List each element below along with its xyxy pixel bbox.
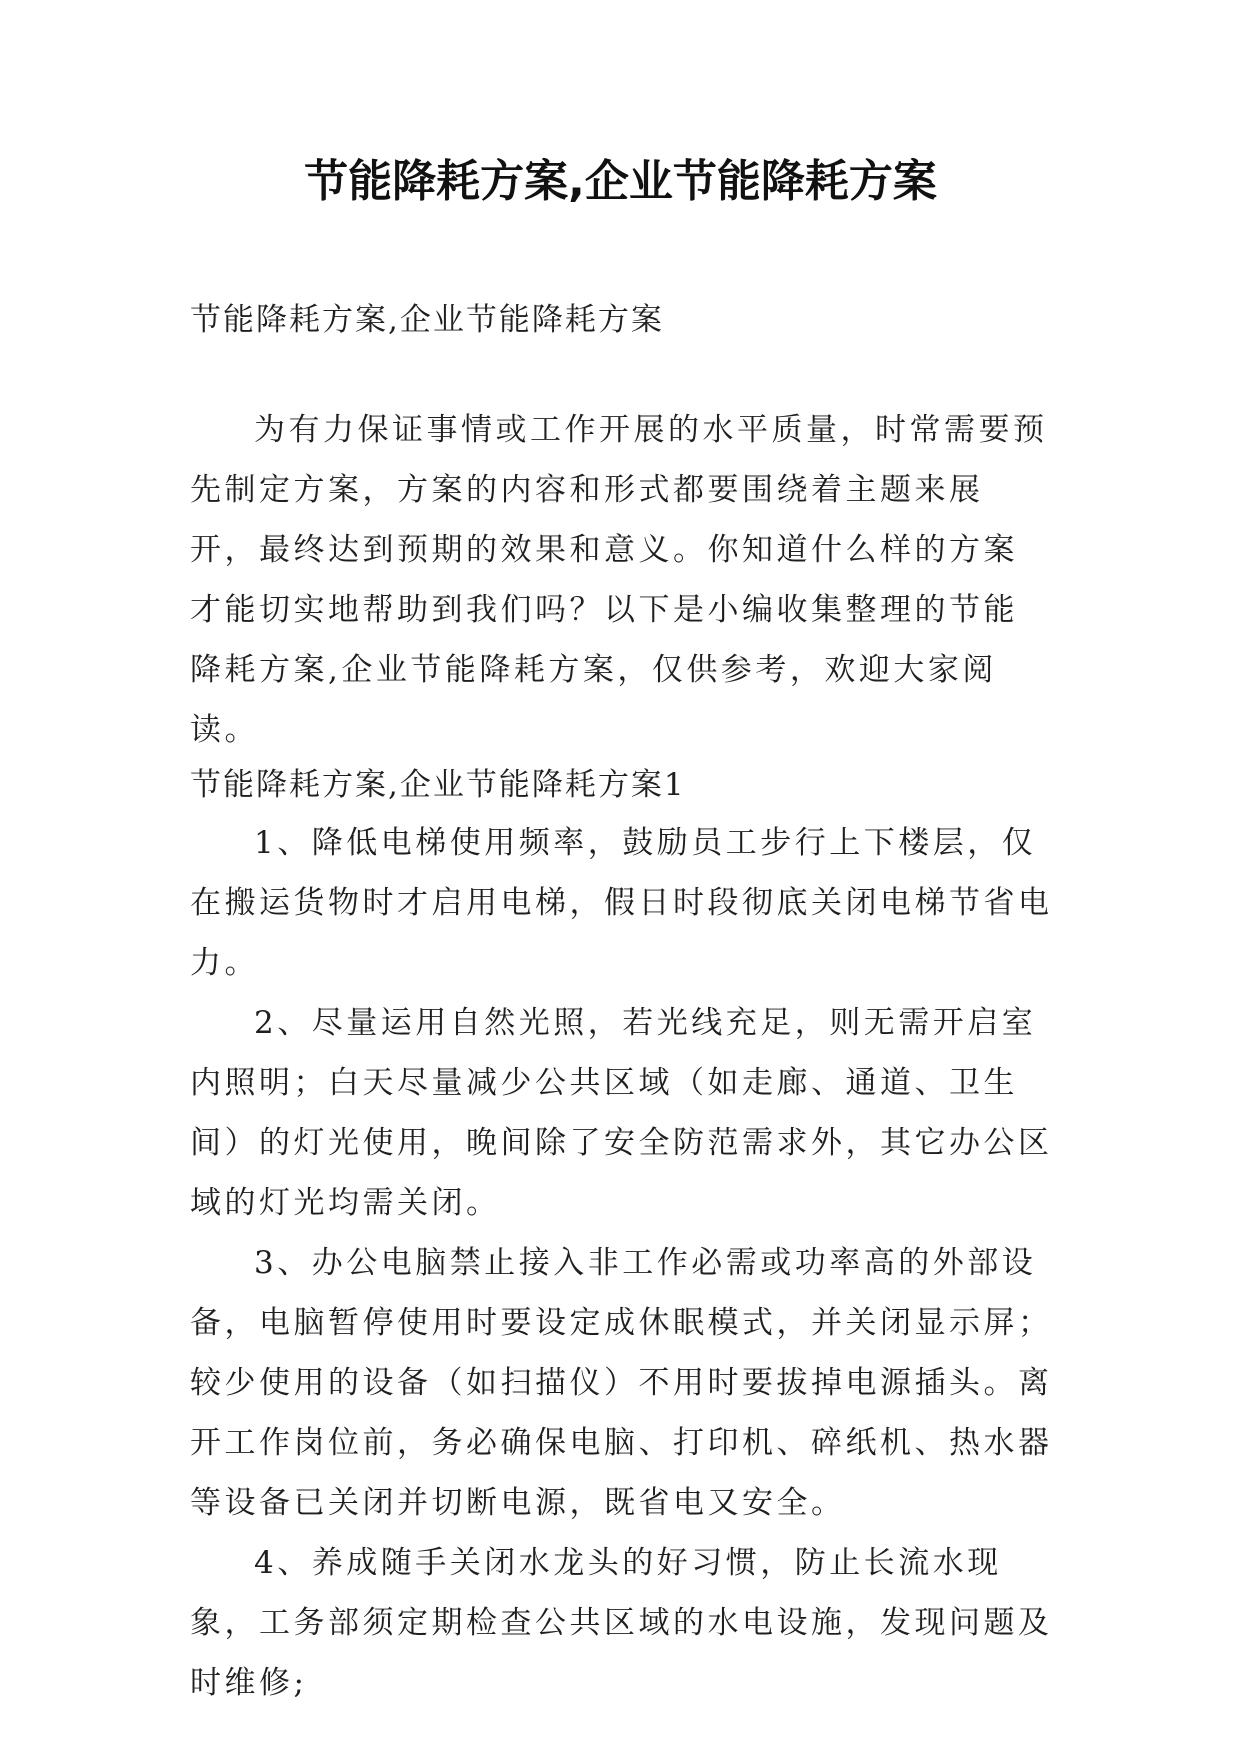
document-title: 节能降耗方案,企业节能降耗方案: [304, 156, 937, 207]
list-item: 1、降低电梯使用频率，鼓励员工步行上下楼层，仅在搬运货物时才启用电梯，假日时段彻底关闭电梯节省电力。: [190, 825, 1053, 981]
list-item: 2、尽量运用自然光照，若光线充足，则无需开启室内照明；白天尽量减少公共区域（如走廊、通道、卫生间）的灯光使用，晚间除了安全防范需求外，其它办公区域的灯光均需关闭。: [190, 1005, 1053, 1221]
list-item: 3、办公电脑禁止接入非工作必需或功率高的外部设备，电脑暂停使用时要设定成休眠模式，并关闭显示屏；较少使用的设备（如扫描仪）不用时要拔掉电源插头。离开工作岗位前，务必确保电脑、打印机、碎纸机、热水器等设备已关闭并切断电源，既省电又安全。: [190, 1245, 1053, 1521]
measures-list: [190, 813, 1065, 1713]
list-item: 4、养成随手关闭水龙头的好习惯，防止长流水现象，工务部须定期检查公共区域的水电设施，发现问题及时维修;: [190, 1545, 1053, 1701]
intro-paragraph: 为有力保证事情或工作开展的水平质量，时常需要预先制定方案，方案的内容和形式都要围绕着主题来展开，最终达到预期的效果和意义。你知道什么样的方案才能切实地帮助到我们吗？以下是小编收集整理的节能降耗方案,企业节能降耗方案，仅供参考，欢迎大家阅读。: [190, 412, 1048, 748]
section-heading: 节能降耗方案,企业节能降耗方案1: [190, 767, 686, 803]
document-subtitle: 节能降耗方案,企业节能降耗方案: [190, 302, 664, 338]
